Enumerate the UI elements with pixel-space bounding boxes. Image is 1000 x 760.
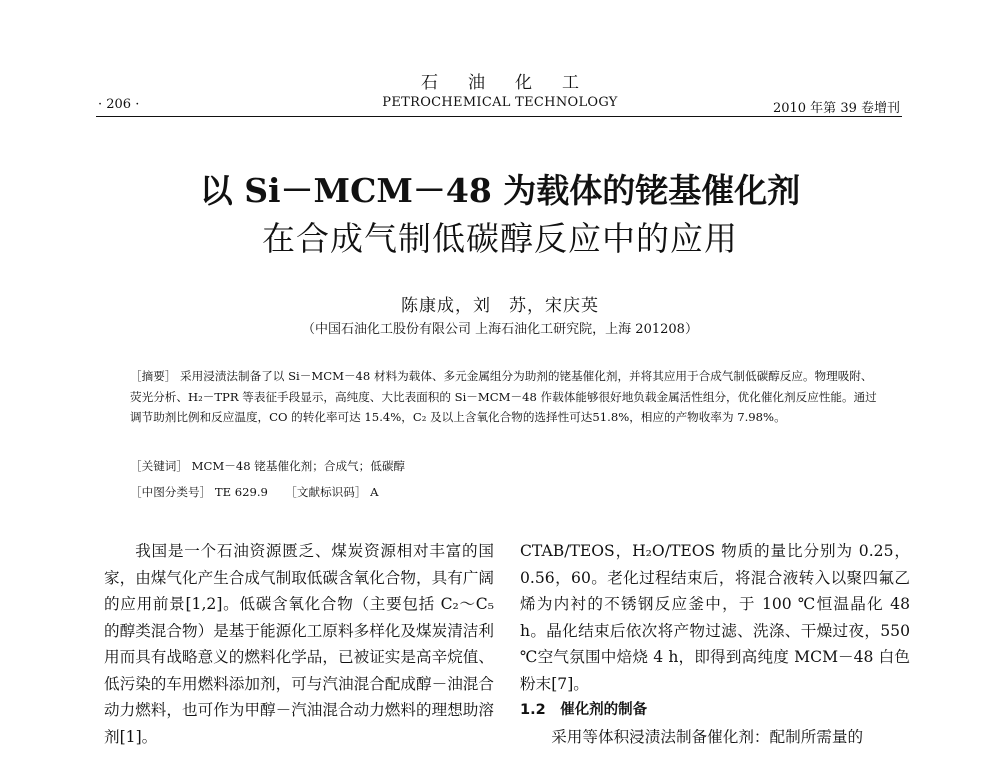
left-column [104,538,494,750]
title-line-2: 在合成气制低碳醇反应中的应用 [262,219,738,258]
abstract-text: ［摘要］ 采用浸渍法制备了以 Si－MCM－48 材料为载体、多元金属组分为助剂的铑基催化剂，并将其应用于合成气制低碳醇反应。物理吸附、荧光分析、H₂－TPR 等表征手段显示，高纯度、大比表面积的 Si－MCM－48 作载体能够很好地负载金属活性组分，优化催化剂反应性能。通过调节助剂比例和反应温度，CO 的转化率可达 15.4%，C₂ 及以上含氧化合物的选择性可达51.8%，相应的产物收率为 7.98%。 [130,369,877,424]
section-heading: 1.2 催化剂的制备 [520,702,648,718]
authors: 陈康成，刘 苏，宋庆英 [401,296,599,316]
issue-info: 2010 年第 39 卷增刊 [772,101,900,116]
journal-name-en: PETROCHEMICAL TECHNOLOGY [382,95,618,110]
page-number: · 206 · [98,97,140,112]
abstract [130,366,878,428]
classification: ［中图分类号］ TE 629.9 ［文献标识码］ A [130,485,379,499]
title-line-1: 以 Si－MCM－48 为载体的铑基催化剂 [199,171,801,210]
method-paragraph: CTAB/TEOS，H₂O/TEOS 物质的量比分别为 0.25，0.56，60。老化过程结束后，将混合液转入以聚四氟乙烯为内衬的不锈钢反应釜中，于 100 ℃恒温晶化 48 h。晶化结束后依次将产物过滤、洗涤、干燥过夜，550 ℃空气氛围中焙烧 4 h，即得到高纯度 MCM－48 白色粉末[7]。 [520,542,910,693]
prep-paragraph: 采用等体积浸渍法制备催化剂：配制所需量的 [551,727,864,746]
header-rule [96,116,902,117]
keywords: ［关键词］ MCM－48 铑基催化剂；合成气；低碳醇 [130,459,406,473]
journal-name-cn: 石油化工 [421,73,609,93]
right-column [520,538,910,750]
intro-paragraph: 我国是一个石油资源匮乏、煤炭资源相对丰富的国家，由煤气化产生合成气制取低碳含氧化合物，具有广阔的应用前景[1,2]。低碳含氧化合物（主要包括 C₂～C₅ 的醇类混合物）是基于能源化工原料多样化及煤炭清洁利用而具有战略意义的燃料化学品，已被证实是高辛烷值、低污染的车用燃料添加剂，可与汽油混合配成醇－油混合动力燃料，也可作为甲醇－汽油混合动力燃料的理想助溶剂[1]。 [104,542,494,746]
affiliation: （中国石油化工股份有限公司 上海石油化工研究院，上海 201208） [302,322,698,337]
